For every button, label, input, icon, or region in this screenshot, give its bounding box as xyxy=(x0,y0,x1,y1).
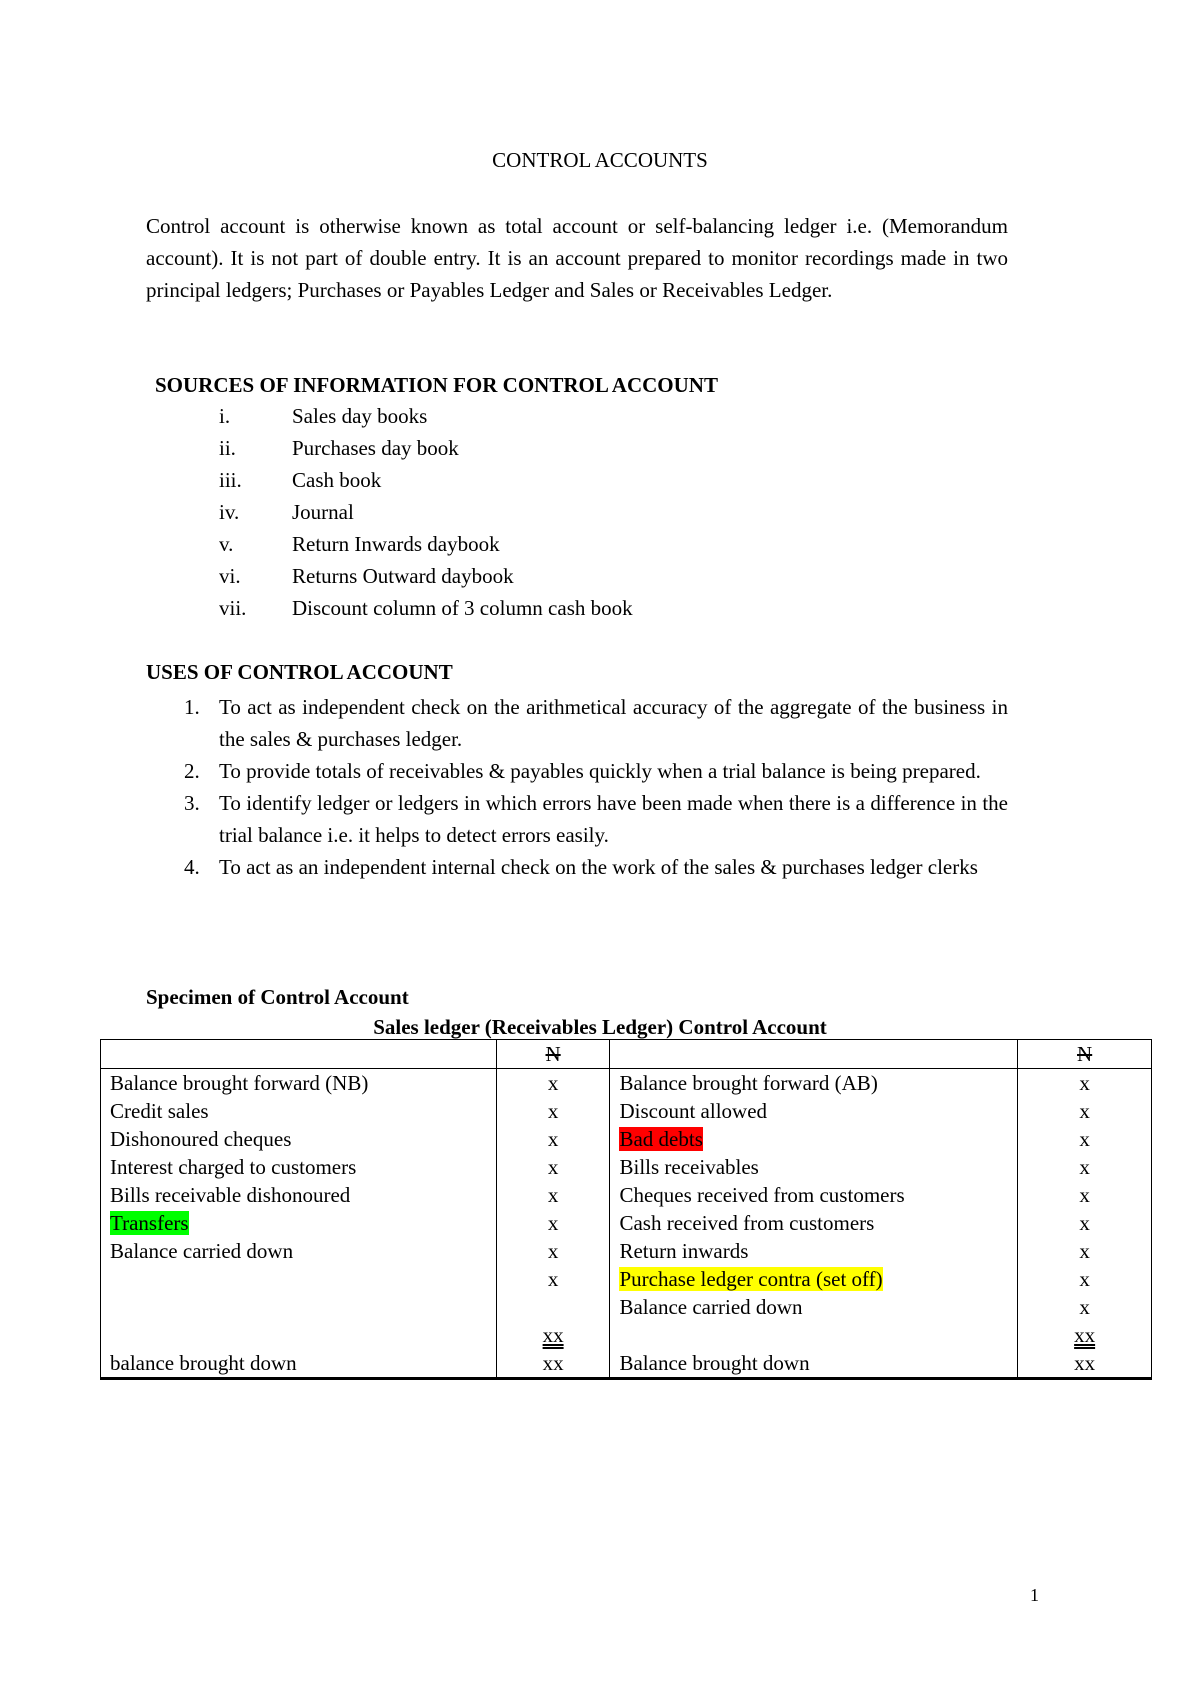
document-page: CONTROL ACCOUNTS Control account is otherwise known as total account or self-balancing ledger i.e. (Memorandum account). It is not part of double entry. It is an account prepared to monitor recordings made in two principal ledgers; Purchases or Payables Ledger and Sales or Receivables Ledger. SOURCES OF INFORMATION FOR CONTROL ACCOUNT i. Sales day books ii. Purchases day book iii. Cash book iv. Journal v. Return Inwards daybook vi. Returns Outward daybook vii. Discount column of 3 column cash book USES OF CONTROL ACCOUNT 1. To act as independent check on the arithmetical accuracy of the aggregate of the business in the sales & purchases ledger. 2. To provide totals of receivables & payables quickly when a trial balance is being prepared. 3. To identify ledger or ledgers in which errors have been made when there is a difference in the trial balance i.e. it helps to detect errors easily. 4. To act as an independent internal check on the work of the sales & purchases ledger clerks Specimen of Control Account Sales ledger (Receivables Ledger) Control Account N N Balance brought forward (NB) x Balance brought forward (AB) x Credit sales x Discount allowed x Dishonoured cheques x Bad debts x Interest charged to customers x Bills receivables x Bills receivable dishonoured x Cheques received from customers x Transfers x Cash received from customers x Balance carried down x Return inwards x x Purchase ledger contra (set off) x Balance carried down x xx xx balance brought down xx Balance brought down xx 1 xyxy=(0,0,1200,1698)
table-total-row xyxy=(101,1321,1152,1349)
table-row: Dishonoured cheques x Bad debts x xyxy=(101,1125,1152,1153)
highlighted-text: Bad debts xyxy=(619,1127,703,1151)
highlighted-text: Transfers xyxy=(110,1211,189,1235)
table-header-row xyxy=(101,1040,1152,1069)
page-number: 1 xyxy=(1030,1585,1039,1605)
table-row: Balance brought forward (NB) x Balance brought forward (AB) x xyxy=(101,1069,1152,1098)
table-row: Bills receivable dishonoured x Cheques received from customers x xyxy=(101,1181,1152,1209)
list-item: 1. To act as independent check on the arithmetical accuracy of the aggregate of the business in the sales & purchases ledger. xyxy=(184,695,1008,751)
table-row: Balance carried down x xyxy=(101,1293,1152,1321)
total-amount: xx xyxy=(1074,1323,1096,1347)
table-row: x Purchase ledger contra (set off) x xyxy=(101,1265,1152,1293)
table-row: Transfers x Cash received from customers x xyxy=(101,1209,1152,1237)
table-row: Balance carried down x Return inwards x xyxy=(101,1237,1152,1265)
page-title: CONTROL ACCOUNTS xyxy=(492,148,708,172)
list-item: 4. To act as an independent internal check on the work of the sales & purchases ledger clerks xyxy=(184,855,978,879)
list-item: 2. To provide totals of receivables & payables quickly when a trial balance is being prepared. xyxy=(184,759,981,783)
list-item: 3. To identify ledger or ledgers in which errors have been made when there is a difference in the trial balance i.e. it helps to detect errors easily. xyxy=(184,791,1008,847)
specimen-heading: Specimen of Control Account xyxy=(146,985,409,1009)
currency-symbol: N xyxy=(545,1042,561,1066)
ledger-table xyxy=(100,1039,1152,1380)
highlighted-text: Purchase ledger contra (set off) xyxy=(619,1267,883,1291)
currency-symbol: N xyxy=(1077,1042,1093,1066)
uses-heading: USES OF CONTROL ACCOUNT xyxy=(146,660,453,684)
table-row: Credit sales x Discount allowed x xyxy=(101,1097,1152,1125)
uses-list xyxy=(146,691,1008,883)
table-row: balance brought down xx Balance brought down xx xyxy=(101,1349,1152,1379)
table-title: Sales ledger (Receivables Ledger) Control Account xyxy=(373,1015,827,1039)
sources-heading: SOURCES OF INFORMATION FOR CONTROL ACCOUNT xyxy=(155,373,718,397)
intro-paragraph: Control account is otherwise known as total account or self-balancing ledger i.e. (Memorandum account). It is not part of double entry. It is an account prepared to monitor recordings made in two principal ledgers; Purchases or Payables Ledger and Sales or Receivables Ledger. xyxy=(146,214,1008,302)
table-row: Interest charged to customers x Bills receivables x xyxy=(101,1153,1152,1181)
total-amount: xx xyxy=(542,1323,564,1347)
